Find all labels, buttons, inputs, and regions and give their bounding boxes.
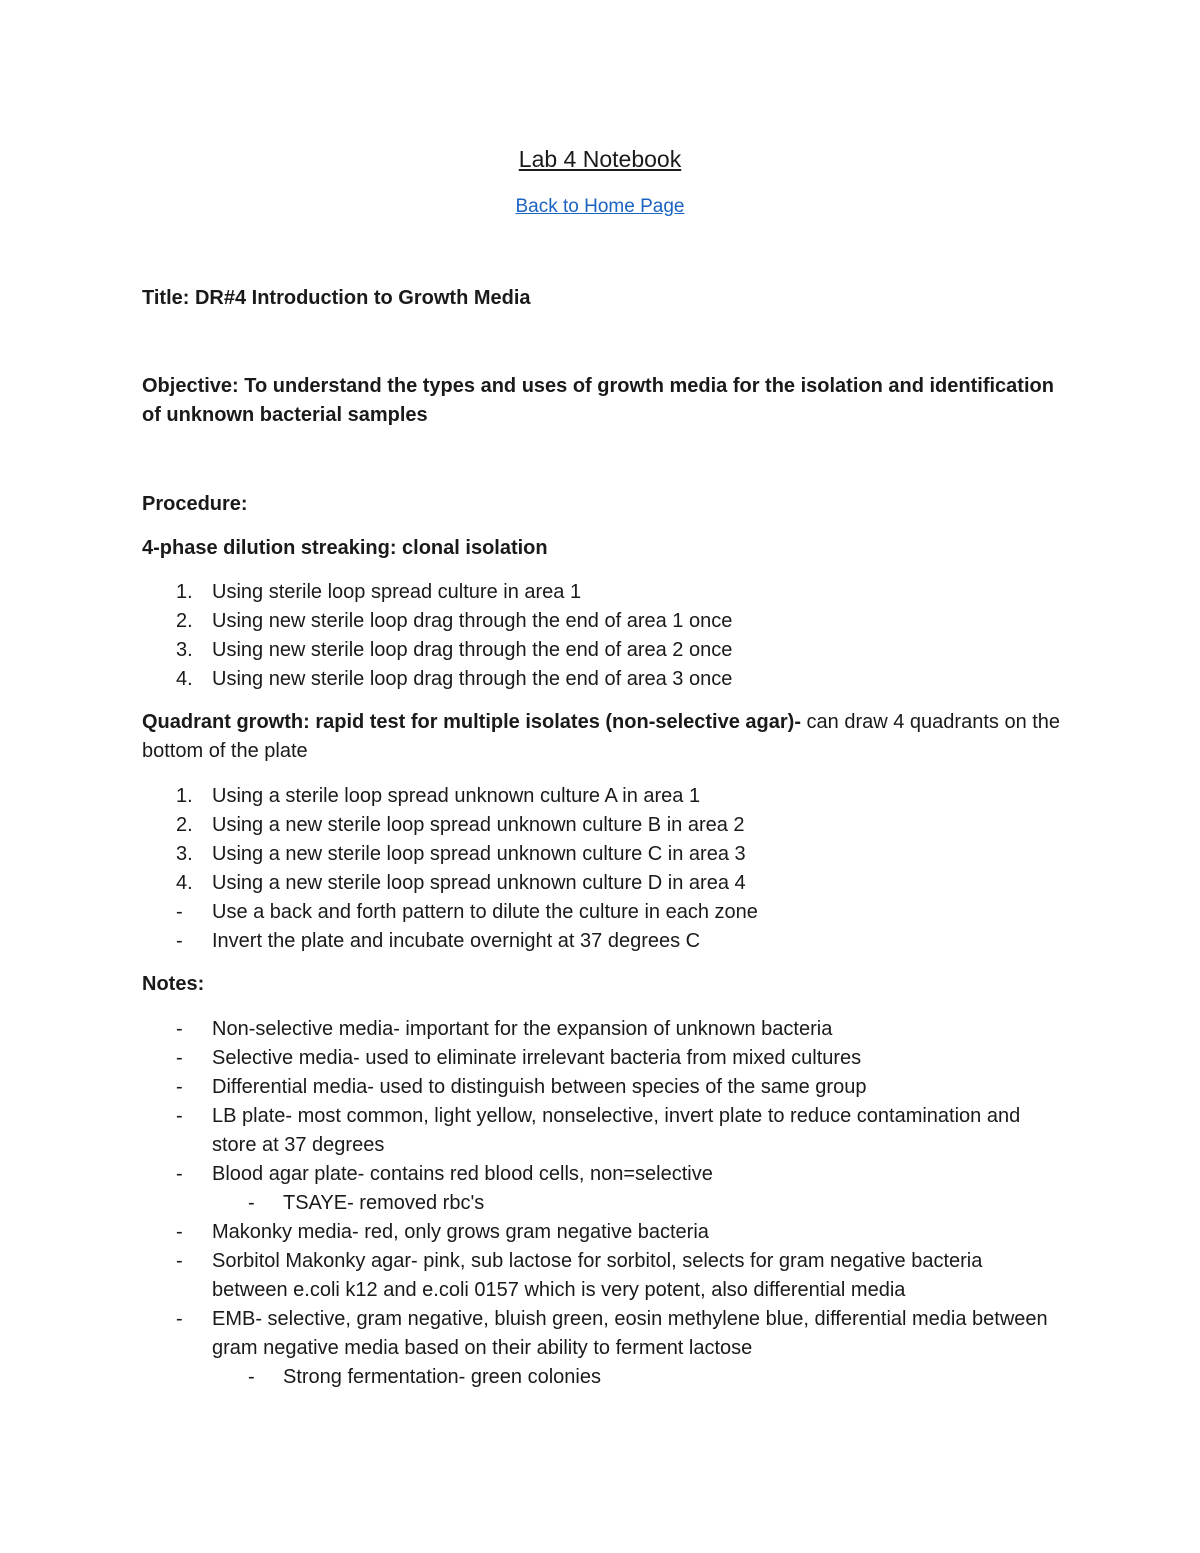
quadrant-heading-bold: Quadrant growth: rapid test for multiple isolates (non-selective agar)- xyxy=(142,711,801,733)
list-item xyxy=(142,1305,1062,1363)
list-item-text: Use a back and forth pattern to dilute the culture in each zone xyxy=(212,901,758,923)
list-marker: 4. xyxy=(176,872,193,894)
list-item-text: Sorbitol Makonky agar- pink, sub lactose for sorbitol, selects for gram negative bacteria between e.coli k12 and e.coli 0157 which is very potent, also differential media xyxy=(212,1250,983,1301)
list-marker: 2. xyxy=(176,814,193,836)
procedure-heading: Procedure: xyxy=(142,493,248,515)
back-to-home-link[interactable]: Back to Home Page xyxy=(515,196,685,217)
list-marker: - xyxy=(176,1308,183,1330)
list-marker: - xyxy=(176,1076,183,1098)
list-marker: - xyxy=(176,1047,183,1069)
notes-heading: Notes: xyxy=(142,973,205,995)
streak-heading: 4-phase dilution streaking: clonal isolation xyxy=(142,537,548,559)
list-item xyxy=(142,927,1062,956)
streak-steps-list xyxy=(142,578,1062,694)
list-item xyxy=(142,869,1062,898)
list-item-text: Using new sterile loop drag through the end of area 3 once xyxy=(212,668,733,690)
list-item-text: Selective media- used to eliminate irrelevant bacteria from mixed cultures xyxy=(212,1047,862,1069)
list-item xyxy=(142,578,1062,607)
list-item-text: Blood agar plate- contains red blood cells, non=selective xyxy=(212,1163,713,1185)
list-marker: - xyxy=(176,901,183,923)
list-item xyxy=(142,1015,1062,1044)
list-item-text: EMB- selective, gram negative, bluish green, eosin methylene blue, differential media between gram negative media based on their ability to ferment lactose xyxy=(212,1308,1048,1359)
list-item-text: Using a new sterile loop spread unknown culture B in area 2 xyxy=(212,814,745,836)
list-item-text: Differential media- used to distinguish between species of the same group xyxy=(212,1076,867,1098)
list-item xyxy=(142,840,1062,869)
list-marker: 4. xyxy=(176,668,193,690)
list-marker: 3. xyxy=(176,639,193,661)
list-marker: - xyxy=(176,1018,183,1040)
list-item-text: Non-selective media- important for the expansion of unknown bacteria xyxy=(212,1018,833,1040)
quadrant-heading xyxy=(142,708,1062,766)
list-item-text: Using a sterile loop spread unknown culture A in area 1 xyxy=(212,785,701,807)
list-item-text: Makonky media- red, only grows gram negative bacteria xyxy=(212,1221,709,1243)
list-item-text: Using a new sterile loop spread unknown culture C in area 3 xyxy=(212,843,746,865)
list-marker: - xyxy=(176,1105,183,1127)
list-item xyxy=(142,1102,1062,1160)
list-item xyxy=(142,898,1062,927)
list-item xyxy=(142,1218,1062,1247)
list-item xyxy=(142,1044,1062,1073)
list-item xyxy=(142,665,1062,694)
list-item-text: Strong fermentation- green colonies xyxy=(283,1366,601,1388)
list-marker: - xyxy=(176,1221,183,1243)
list-item xyxy=(142,1160,1062,1189)
list-marker: - xyxy=(248,1192,255,1214)
list-marker: - xyxy=(248,1366,255,1388)
list-item-text: LB plate- most common, light yellow, nonselective, invert plate to reduce contamination and store at 37 degrees xyxy=(212,1105,1021,1156)
list-marker: 1. xyxy=(176,581,193,603)
objective: Objective: To understand the types and uses of growth media for the isolation and identification of unknown bacterial samples xyxy=(142,375,1054,426)
list-item-text: TSAYE- removed rbc's xyxy=(283,1192,485,1214)
list-marker: - xyxy=(176,930,183,952)
quadrant-steps-list xyxy=(142,782,1062,956)
notes-list xyxy=(142,1015,1062,1392)
title-line: Title: DR#4 Introduction to Growth Media xyxy=(142,287,531,309)
list-marker: 2. xyxy=(176,610,193,632)
list-item xyxy=(142,1073,1062,1102)
list-item xyxy=(142,1247,1062,1305)
list-marker: 3. xyxy=(176,843,193,865)
page-title: Lab 4 Notebook xyxy=(518,146,682,172)
list-item-text: Invert the plate and incubate overnight at 37 degrees C xyxy=(212,930,701,952)
list-item-text: Using sterile loop spread culture in area 1 xyxy=(212,581,582,603)
list-item-text: Using a new sterile loop spread unknown culture D in area 4 xyxy=(212,872,746,894)
list-item xyxy=(142,607,1062,636)
list-marker: - xyxy=(176,1163,183,1185)
list-marker: - xyxy=(176,1250,183,1272)
list-marker: 1. xyxy=(176,785,193,807)
quadrant-heading-rest: can draw 4 quadrants on the bottom of the plate xyxy=(142,711,1061,762)
list-item xyxy=(142,782,1062,811)
sub-list-item xyxy=(142,1189,1062,1218)
list-item-text: Using new sterile loop drag through the end of area 2 once xyxy=(212,639,733,661)
list-item-text: Using new sterile loop drag through the end of area 1 once xyxy=(212,610,733,632)
sub-list-item xyxy=(142,1363,1062,1392)
list-item xyxy=(142,811,1062,840)
list-item xyxy=(142,636,1062,665)
